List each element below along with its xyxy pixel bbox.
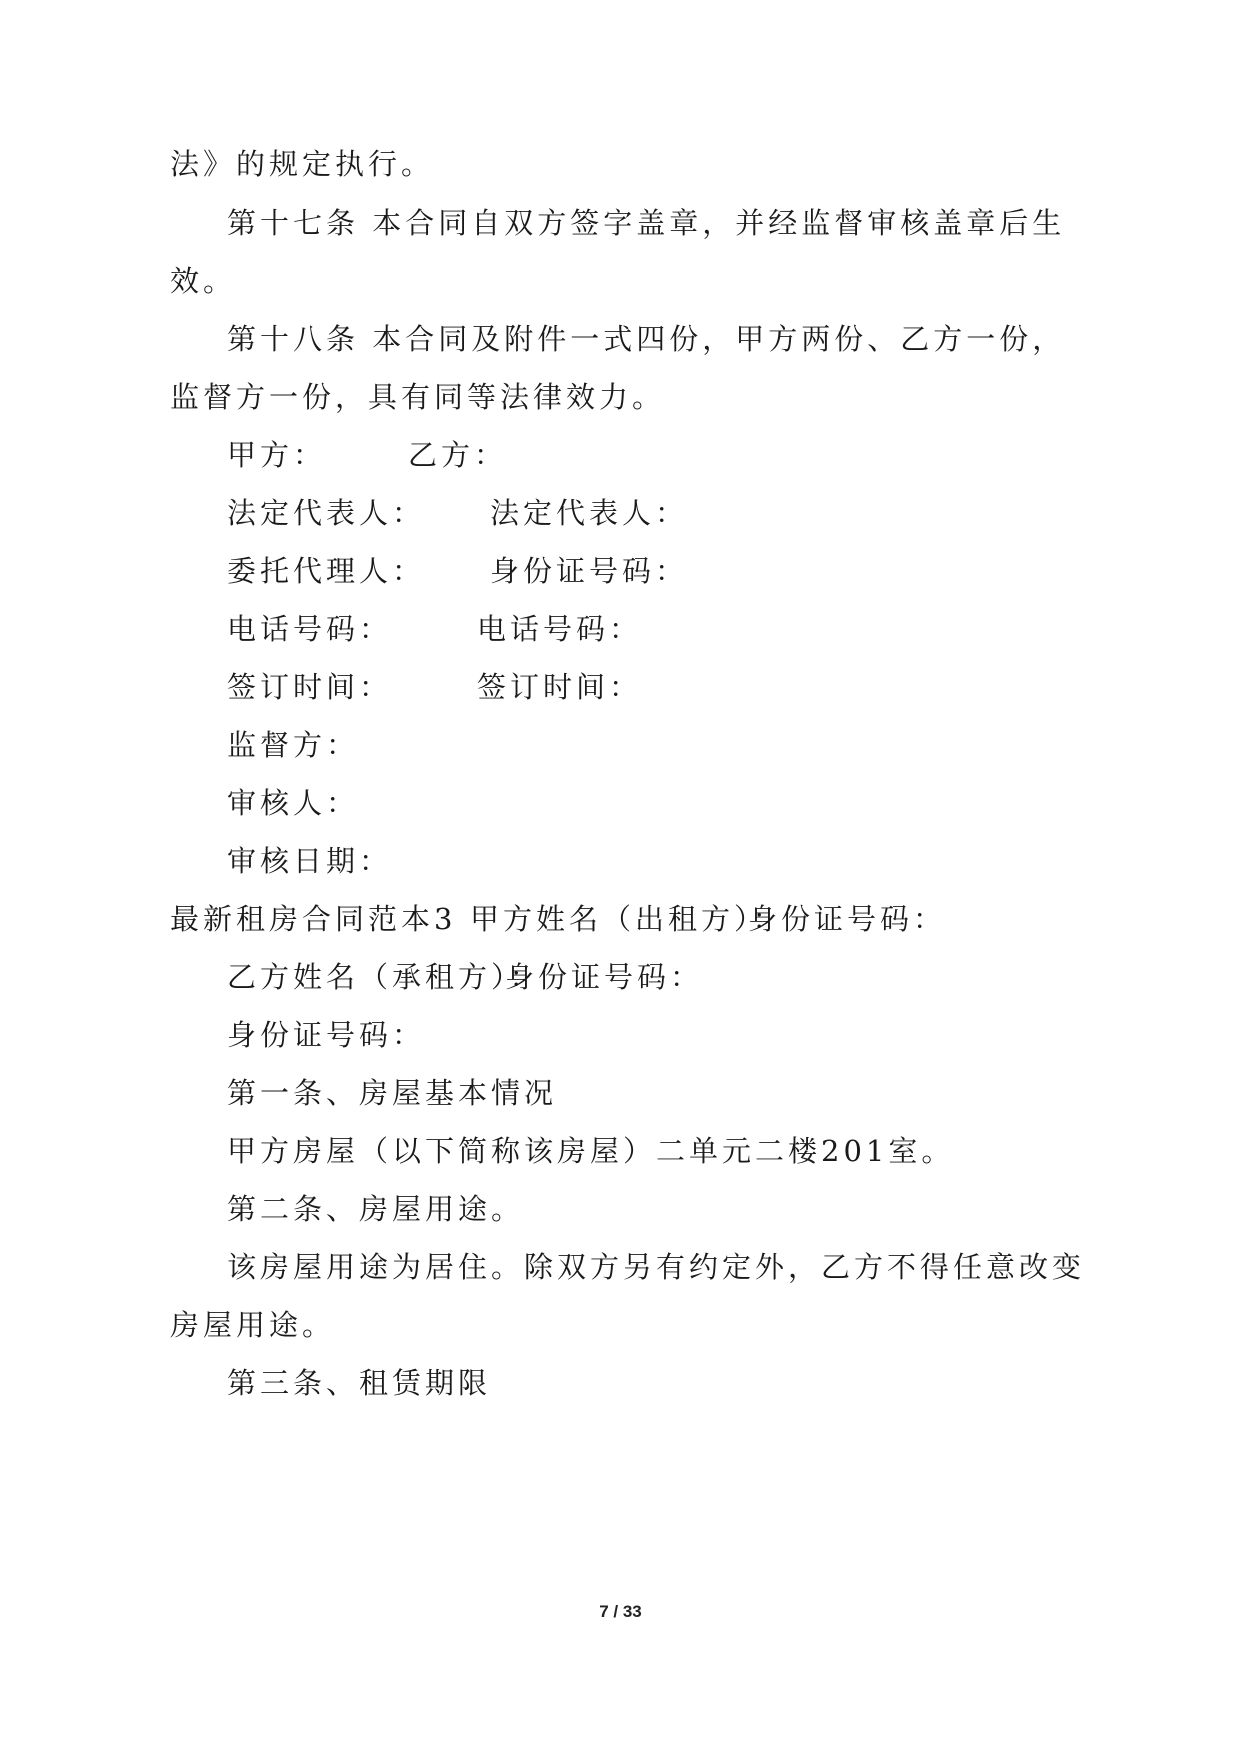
contract-3-heading: 最新租房合同范本3 (170, 902, 457, 936)
lessee-id-label: 身份证号码： (505, 960, 704, 994)
legal-rep-b-label: 法定代表人： (490, 496, 689, 530)
party-a-label: 甲方： (227, 438, 327, 472)
phone-a-label: 电话号码： (227, 612, 393, 646)
article-1-title: 第一条、房屋基本情况 (227, 1076, 558, 1110)
article-2-body-line-2: 房屋用途。 (170, 1308, 336, 1342)
id-number-label: 身份证号码： (227, 1018, 426, 1052)
article-18-line-2: 监督方一份，具有同等法律效力。 (170, 380, 666, 414)
article-2-title: 第二条、房屋用途。 (227, 1192, 525, 1226)
article-2-body-line-1: 该房屋用途为居住。除双方另有约定外，乙方不得任意改变 (227, 1250, 1086, 1284)
article-17-line-2: 效。 (170, 264, 237, 298)
phone-b-label: 电话号码： (477, 612, 643, 646)
legal-rep-a-label: 法定代表人： (227, 496, 426, 530)
reviewer-label: 审核人： (227, 786, 360, 820)
article-3-title: 第三条、租赁期限 (227, 1366, 492, 1400)
lessor-name-label: 甲方姓名（出租方）： (470, 902, 786, 936)
article-17-line-1: 第十七条 本合同自双方签字盖章，并经监督审核盖章后生 (227, 206, 1066, 240)
article-1-body: 甲方房屋（以下简称该房屋）二单元二楼201室。 (227, 1134, 955, 1168)
page-number: 7 / 33 (599, 1602, 642, 1621)
sign-date-b-label: 签订时间： (477, 670, 643, 704)
paragraph-line: 法》的规定执行。 (170, 147, 435, 181)
review-date-label: 审核日期： (227, 844, 393, 878)
lessee-name-label: 乙方姓名（承租方）： (227, 960, 543, 994)
supervisor-label: 监督方： (227, 728, 360, 762)
sign-date-a-label: 签订时间： (227, 670, 393, 704)
party-b-label: 乙方： (408, 438, 508, 472)
lessor-id-label: 身份证号码： (748, 902, 947, 936)
id-number-b-label: 身份证号码： (490, 554, 689, 588)
article-18-line-1: 第十八条 本合同及附件一式四份，甲方两份、乙方一份， (227, 322, 1066, 356)
agent-a-label: 委托代理人： (227, 554, 426, 588)
